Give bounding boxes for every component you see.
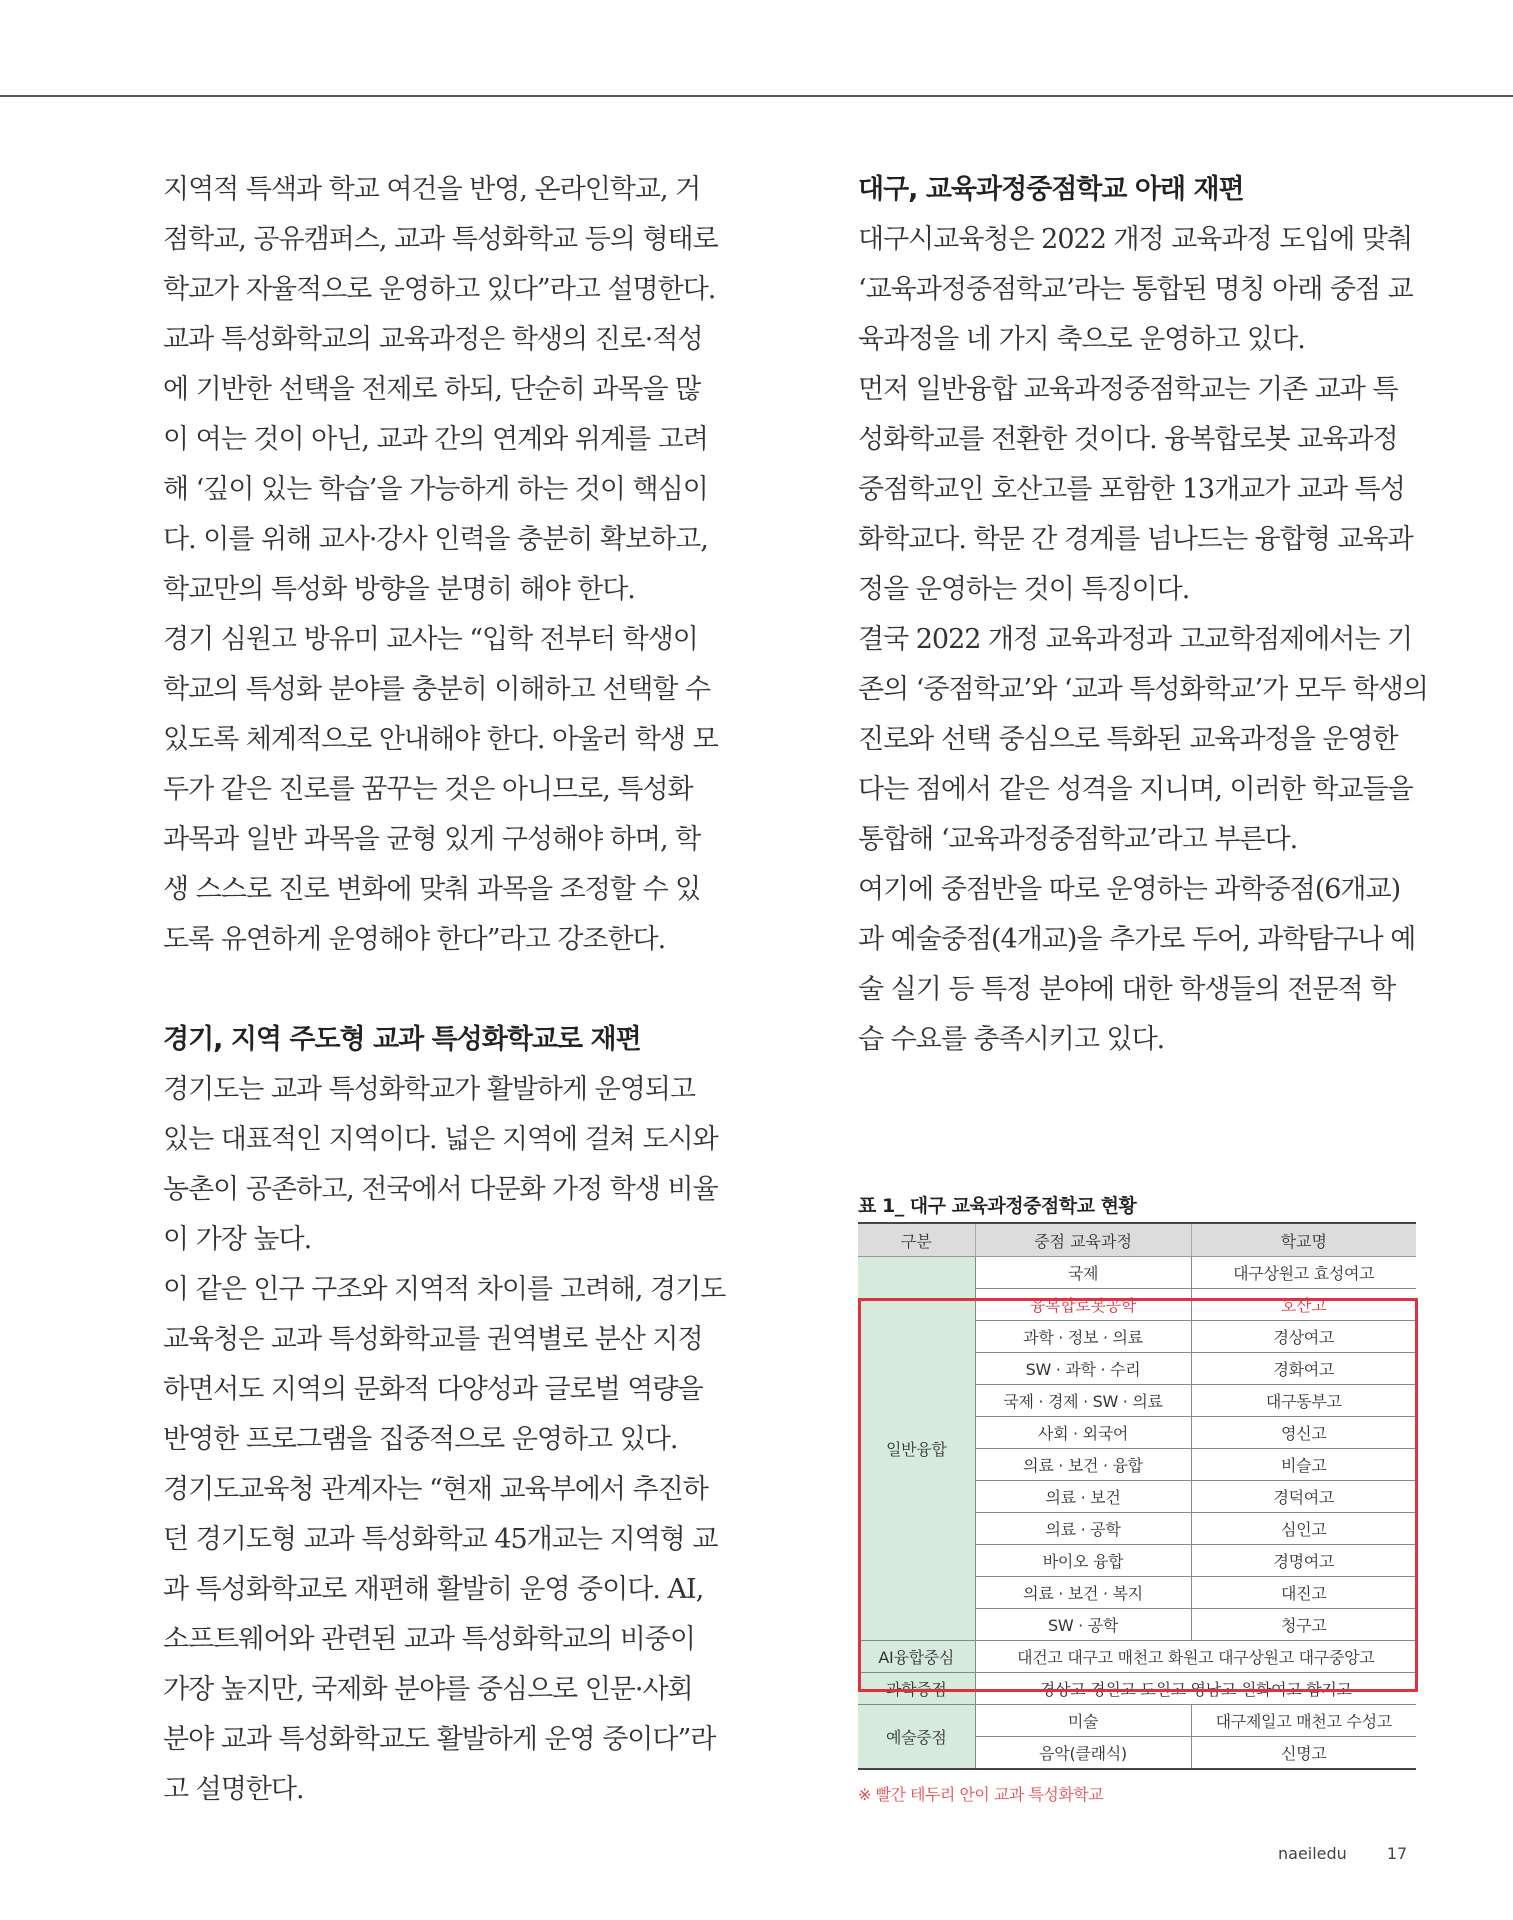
course-cell: 과학 · 정보 · 의료 xyxy=(975,1321,1191,1353)
school-cell: 신명고 xyxy=(1191,1737,1416,1770)
table-header-cell: 구분 xyxy=(858,1223,975,1257)
text-line: 중점학교인 호산고를 포함한 13개교가 교과 특성 xyxy=(858,474,1405,505)
course-cell: 의료 · 보건 xyxy=(975,1481,1191,1513)
school-cell: 대구동부고 xyxy=(1191,1385,1416,1417)
right-column xyxy=(858,165,1428,1065)
course-cell: SW · 공학 xyxy=(975,1609,1191,1641)
text-line: 두가 같은 진로를 꿈꾸는 것은 아니므로, 특성화 xyxy=(163,774,693,805)
school-cell: 경상여고 xyxy=(1191,1321,1416,1353)
course-cell: 의료 · 보건 · 복지 xyxy=(975,1577,1191,1609)
left-paragraph-2 xyxy=(163,315,723,615)
table-header-row xyxy=(858,1223,1416,1257)
text-line: 육과정을 네 가지 축으로 운영하고 있다. xyxy=(858,324,1305,355)
text-line: 경기 심원고 방유미 교사는 “입학 전부터 학생이 xyxy=(163,624,698,655)
text-line: 다. 이를 위해 교사·강사 인력을 충분히 확보하고, xyxy=(163,524,708,555)
text-line: ‘교육과정중점학교’라는 통합된 명칭 아래 중점 교 xyxy=(858,274,1413,305)
text-line: 결국 2022 개정 교육과정과 고교학점제에서는 기 xyxy=(858,624,1413,655)
text-line: 이 같은 인구 구조와 지역적 차이를 고려해, 경기도 xyxy=(163,1274,726,1305)
course-cell: 국제 · 경제 · SW · 의료 xyxy=(975,1385,1191,1417)
page-footer xyxy=(1278,1844,1407,1863)
text-line: 학교가 자율적으로 운영하고 있다”라고 설명한다. xyxy=(163,274,716,305)
text-line: 경기도교육청 관계자는 “현재 교육부에서 추진하 xyxy=(163,1474,708,1505)
school-cell-wide: 대건고 대구고 매천고 화원고 대구상원고 대구중앙고 xyxy=(975,1641,1416,1673)
right-paragraph-2 xyxy=(858,365,1418,615)
school-cell: 경명여고 xyxy=(1191,1545,1416,1577)
course-cell: 사회 · 외국어 xyxy=(975,1417,1191,1449)
text-line: 습 수요를 충족시키고 있다. xyxy=(858,1024,1165,1055)
group-cell-art: 예술중점 xyxy=(858,1705,975,1770)
school-cell: 대구제일고 매천고 수성고 xyxy=(1191,1705,1416,1737)
text-line: 하면서도 지역의 문화적 다양성과 글로벌 역량을 xyxy=(163,1374,703,1405)
text-line: 생 스스로 진로 변화에 맞춰 과목을 조정할 수 있 xyxy=(163,874,701,905)
text-line: 다는 점에서 같은 성격을 지니며, 이러한 학교들을 xyxy=(858,774,1413,805)
text-line: 대구시교육청은 2022 개정 교육과정 도입에 맞춰 xyxy=(858,224,1413,255)
text-line: 던 경기도형 교과 특성화학교 45개교는 지역형 교 xyxy=(163,1524,718,1555)
text-line: 경기도는 교과 특성화학교가 활발하게 운영되고 xyxy=(163,1074,695,1105)
table-row xyxy=(858,1641,1416,1673)
text-line: 학교의 특성화 분야를 충분히 이해하고 선택할 수 xyxy=(163,674,711,705)
school-cell: 대구상원고 효성여고 xyxy=(1191,1257,1416,1289)
text-line: 과 특성화학교로 재편해 활발히 운영 중이다. AI, xyxy=(163,1574,704,1605)
left-paragraph-1 xyxy=(163,165,723,315)
school-cell: 경화여고 xyxy=(1191,1353,1416,1385)
section-gap xyxy=(163,965,723,1015)
section-heading-gyeonggi: 경기, 지역 주도형 교과 특성화학교로 재편 xyxy=(163,1024,641,1055)
school-cell: 대진고 xyxy=(1191,1577,1416,1609)
group-cell-science: 과학중점 xyxy=(858,1673,975,1705)
school-cell: 영신고 xyxy=(1191,1417,1416,1449)
text-line: 먼저 일반융합 교육과정중점학교는 기존 교과 특 xyxy=(858,374,1398,405)
text-line: 에 기반한 선택을 전제로 하되, 단순히 과목을 많 xyxy=(163,374,701,405)
text-line: 과목과 일반 과목을 균형 있게 구성해야 하며, 학 xyxy=(163,824,701,855)
text-line: 지역적 특색과 학교 여건을 반영, 온라인학교, 거 xyxy=(163,174,701,205)
left-paragraph-4 xyxy=(163,1065,723,1265)
course-cell: 의료 · 공학 xyxy=(975,1513,1191,1545)
table-title: 표 1_ 대구 교육과정중점학교 현황 xyxy=(858,1195,1137,1217)
course-cell: 바이오 융합 xyxy=(975,1545,1191,1577)
right-paragraph-4 xyxy=(858,865,1418,1065)
table-header-cell: 학교명 xyxy=(1191,1223,1416,1257)
school-cell-wide: 경상고 경원고 도원고 영남고 원화여고 함지고 xyxy=(975,1673,1416,1705)
right-paragraph-3 xyxy=(858,615,1428,865)
left-column xyxy=(163,165,726,1815)
left-paragraph-3 xyxy=(163,615,723,965)
text-line: 과 예술중점(4개교)을 추가로 두어, 과학탐구나 예 xyxy=(858,924,1416,955)
text-line: 점학교, 공유캠퍼스, 교과 특성화학교 등의 형태로 xyxy=(163,224,718,255)
text-line: 교과 특성화학교의 교육과정은 학생의 진로·적성 xyxy=(163,324,703,355)
text-line: 진로와 선택 중심으로 특화된 교육과정을 운영한 xyxy=(858,724,1398,755)
text-line: 존의 ‘중점학교’와 ‘교과 특성화학교’가 모두 학생의 xyxy=(858,674,1428,705)
daegu-schools-table-block xyxy=(858,1190,1416,1805)
school-cell: 비슬고 xyxy=(1191,1449,1416,1481)
text-line: 고 설명한다. xyxy=(163,1774,304,1805)
text-line: 소프트웨어와 관련된 교과 특성화학교의 비중이 xyxy=(163,1624,695,1655)
text-line: 가장 높지만, 국제화 분야를 중심으로 인문·사회 xyxy=(163,1674,693,1705)
text-line: 화학교다. 학문 간 경계를 넘나드는 융합형 교육과 xyxy=(858,524,1413,555)
text-line: 있는 대표적인 지역이다. 넓은 지역에 걸쳐 도시와 xyxy=(163,1124,718,1155)
text-line: 성화학교를 전환한 것이다. 융복합로봇 교육과정 xyxy=(858,424,1398,455)
school-cell-highlighted: 호산고 xyxy=(1191,1289,1416,1321)
course-cell: 미술 xyxy=(975,1705,1191,1737)
text-line: 통합해 ‘교육과정중점학교’라고 부른다. xyxy=(858,824,1298,855)
course-cell-highlighted: 융복합로봇공학 xyxy=(975,1289,1191,1321)
school-cell: 심인고 xyxy=(1191,1513,1416,1545)
course-cell: SW · 과학 · 수리 xyxy=(975,1353,1191,1385)
daegu-schools-table xyxy=(858,1222,1416,1770)
group-cell-ai: AI융합중심 xyxy=(858,1641,975,1673)
table-row xyxy=(858,1257,1416,1289)
text-line: 정을 운영하는 것이 특징이다. xyxy=(858,574,1190,605)
text-line: 학교만의 특성화 방향을 분명히 해야 한다. xyxy=(163,574,635,605)
right-paragraph-1 xyxy=(858,215,1418,365)
school-cell: 청구고 xyxy=(1191,1609,1416,1641)
text-line: 도록 유연하게 운영해야 한다”라고 강조한다. xyxy=(163,924,666,955)
text-line: 술 실기 등 특정 분야에 대한 학생들의 전문적 학 xyxy=(858,974,1396,1005)
text-line: 이 여는 것이 아닌, 교과 간의 연계와 위계를 고려 xyxy=(163,424,708,455)
left-paragraph-6 xyxy=(163,1465,723,1815)
text-line: 이 가장 높다. xyxy=(163,1224,312,1255)
text-line: 농촌이 공존하고, 전국에서 다문화 가정 학생 비율 xyxy=(163,1174,718,1205)
text-line: 반영한 프로그램을 집중적으로 운영하고 있다. xyxy=(163,1424,678,1455)
table-row xyxy=(858,1705,1416,1737)
table-note: ※ 빨간 테두리 안이 교과 특성화학교 xyxy=(858,1785,1104,1804)
text-line: 분야 교과 특성화학교도 활발하게 운영 중이다”라 xyxy=(163,1724,716,1755)
text-line: 있도록 체계적으로 안내해야 한다. 아울러 학생 모 xyxy=(163,724,718,755)
course-cell: 의료 · 보건 · 융합 xyxy=(975,1449,1191,1481)
table-header-cell: 중점 교육과정 xyxy=(975,1223,1191,1257)
text-line: 해 ‘깊이 있는 학습’을 가능하게 하는 것이 핵심이 xyxy=(163,474,708,505)
group-cell-general: 일반융합 xyxy=(858,1257,975,1641)
course-cell: 국제 xyxy=(975,1257,1191,1289)
school-cell: 경덕여고 xyxy=(1191,1481,1416,1513)
text-line: 교육청은 교과 특성화학교를 권역별로 분산 지정 xyxy=(163,1324,703,1355)
top-rule xyxy=(0,95,1513,97)
text-line: 여기에 중점반을 따로 운영하는 과학중점(6개교) xyxy=(858,874,1401,905)
page-number: 17 xyxy=(1386,1844,1408,1863)
footer-site: naeiledu xyxy=(1278,1844,1347,1863)
left-paragraph-5 xyxy=(163,1265,726,1465)
section-heading-daegu: 대구, 교육과정중점학교 아래 재편 xyxy=(858,174,1244,205)
table-row xyxy=(858,1673,1416,1705)
course-cell: 음악(클래식) xyxy=(975,1737,1191,1770)
